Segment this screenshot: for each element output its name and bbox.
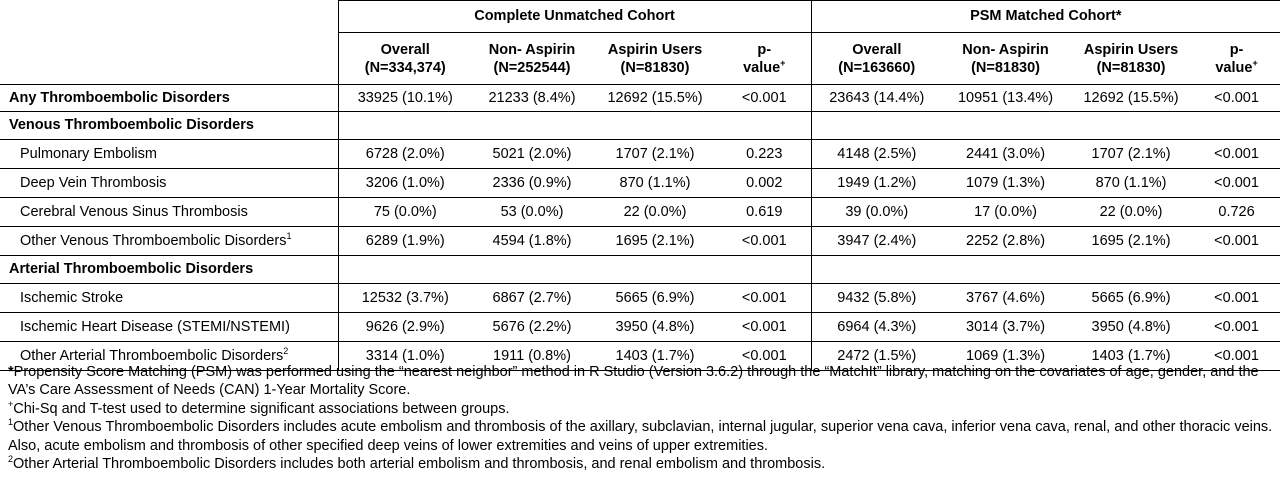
- table-cell: [592, 112, 718, 140]
- table-cell: <0.001: [1193, 227, 1280, 256]
- table-cell: 1403 (1.7%): [592, 342, 718, 371]
- table-cell: [592, 256, 718, 284]
- table-cell: 5676 (2.2%): [472, 313, 592, 342]
- column-header-non-aspirin-unmatched: Non- Aspirin (N=252544): [472, 33, 592, 85]
- table-cell: 0.223: [718, 140, 811, 169]
- table-cell: 2472 (1.5%): [811, 342, 942, 371]
- table-row: [0, 140, 1280, 169]
- footnote-statistical-tests: +Chi-Sq and T-test used to determine significant associations between groups.: [8, 398, 510, 417]
- table-cell: 1695 (2.1%): [592, 227, 718, 256]
- table-cell: 17 (0.0%): [942, 198, 1069, 227]
- table-cell: 6289 (1.9%): [338, 227, 472, 256]
- table-cell: <0.001: [718, 342, 811, 371]
- table-cell: 10951 (13.4%): [942, 85, 1069, 112]
- table-cell: 4148 (2.5%): [811, 140, 942, 169]
- table-row: [0, 227, 1280, 256]
- column-header-aspirin-users-matched: Aspirin Users (N=81830): [1069, 33, 1193, 85]
- header-row-columns: [0, 33, 1280, 85]
- table-cell: 12692 (15.5%): [1069, 85, 1193, 112]
- table-cell: 1707 (2.1%): [1069, 140, 1193, 169]
- table-row: [0, 313, 1280, 342]
- table-cell: 22 (0.0%): [592, 198, 718, 227]
- table-cell: 1079 (1.3%): [942, 169, 1069, 198]
- table-cell: 870 (1.1%): [592, 169, 718, 198]
- table-cell: [472, 256, 592, 284]
- table-cell: [811, 112, 942, 140]
- table-cell: [338, 256, 472, 284]
- table-cell: [718, 256, 811, 284]
- table-cell: 6867 (2.7%): [472, 284, 592, 313]
- table-cell: <0.001: [1193, 85, 1280, 112]
- table-cell: 21233 (8.4%): [472, 85, 592, 112]
- row-label: Other Arterial Thromboembolic Disorders$^2$: [0, 342, 338, 371]
- table-cell: 12692 (15.5%): [592, 85, 718, 112]
- table-cell: 3950 (4.8%): [1069, 313, 1193, 342]
- table-row: [0, 198, 1280, 227]
- footnote-psm: *Propensity Score Matching (PSM) was performed using the “nearest neighbor” method in R Studio (Version 3.6.2) through the “MatchIt” library, matching on the covariates of age, gender, and the VA’s Care Assessment of Needs (CAN) 1-Year Mortality Score.: [8, 364, 1259, 399]
- group-header-matched: PSM Matched Cohort*: [811, 1, 1280, 33]
- column-header-p-value-unmatched: p- value+: [718, 33, 811, 85]
- row-label: Venous Thromboembolic Disorders: [0, 112, 338, 140]
- table-cell: [942, 256, 1069, 284]
- table-cell: [338, 112, 472, 140]
- table-row: [0, 85, 1280, 112]
- column-header-non-aspirin-matched: Non- Aspirin (N=81830): [942, 33, 1069, 85]
- column-header-aspirin-users-unmatched: Aspirin Users (N=81830): [592, 33, 718, 85]
- table-cell: 3206 (1.0%): [338, 169, 472, 198]
- table-cell: [1193, 256, 1280, 284]
- table-cell: 3314 (1.0%): [338, 342, 472, 371]
- table-cell: 22 (0.0%): [1069, 198, 1193, 227]
- table-cell: 3014 (3.7%): [942, 313, 1069, 342]
- table-cell: <0.001: [1193, 313, 1280, 342]
- table-cell: 1069 (1.3%): [942, 342, 1069, 371]
- header-row-groups: [0, 1, 1280, 33]
- table-cell: 2441 (3.0%): [942, 140, 1069, 169]
- table-cell: [942, 112, 1069, 140]
- table-cell: 1911 (0.8%): [472, 342, 592, 371]
- table-cell: <0.001: [718, 227, 811, 256]
- table-cell: [1193, 112, 1280, 140]
- table-cell: <0.001: [718, 284, 811, 313]
- table-cell: <0.001: [1193, 169, 1280, 198]
- table-cell: 4594 (1.8%): [472, 227, 592, 256]
- table-cell: [472, 112, 592, 140]
- table-cell: <0.001: [1193, 284, 1280, 313]
- table-cell: 3950 (4.8%): [592, 313, 718, 342]
- footnote-venous: $^1$Other Venous Thromboembolic Disorders includes acute embolism and thrombosis of the axillary, subclavian, internal jugular, superior vena cava, inferior vena cava, renal, and other thoracic veins. Also, acute embolism and thrombosis of other specified deep veins of lower extremities and veins of upper extremities.: [8, 417, 1273, 454]
- footnote-arterial: $^2$Other Arterial Thromboembolic Disorders includes both arterial embolism and thrombosis, and renal embolism and thrombosis.: [8, 454, 826, 473]
- column-header-overall-matched: Overall (N=163660): [811, 33, 942, 85]
- table-cell: 1695 (2.1%): [1069, 227, 1193, 256]
- table-row: [0, 284, 1280, 313]
- row-label: Deep Vein Thrombosis: [0, 169, 338, 198]
- table-cell: 1403 (1.7%): [1069, 342, 1193, 371]
- footnote-marker: 2: [283, 345, 289, 356]
- table-cell: 5021 (2.0%): [472, 140, 592, 169]
- table-cell: 0.002: [718, 169, 811, 198]
- row-label: Arterial Thromboembolic Disorders: [0, 256, 338, 284]
- row-label: Cerebral Venous Sinus Thrombosis: [0, 198, 338, 227]
- table-cell: 0.726: [1193, 198, 1280, 227]
- table-cell: [1069, 256, 1193, 284]
- table-cell: 870 (1.1%): [1069, 169, 1193, 198]
- table-cell: <0.001: [1193, 140, 1280, 169]
- table-cell: [718, 112, 811, 140]
- column-header-p-value-matched: p- value+: [1193, 33, 1280, 85]
- table-cell: 6964 (4.3%): [811, 313, 942, 342]
- footnote-marker: 1: [286, 230, 292, 241]
- row-label: Ischemic Stroke: [0, 284, 338, 313]
- table-cell: <0.001: [718, 313, 811, 342]
- table-cell: 75 (0.0%): [338, 198, 472, 227]
- table-cell: 9626 (2.9%): [338, 313, 472, 342]
- category-row: [0, 112, 1280, 140]
- group-header-unmatched: Complete Unmatched Cohort: [338, 1, 811, 33]
- table-cell: 12532 (3.7%): [338, 284, 472, 313]
- row-label: Any Thromboembolic Disorders: [0, 85, 338, 112]
- row-label: Pulmonary Embolism: [0, 140, 338, 169]
- table-cell: 9432 (5.8%): [811, 284, 942, 313]
- table-cell: [1069, 112, 1193, 140]
- table-cell: 1707 (2.1%): [592, 140, 718, 169]
- table-cell: 3767 (4.6%): [942, 284, 1069, 313]
- table-cell: <0.001: [1193, 342, 1280, 371]
- table-cell: 3947 (2.4%): [811, 227, 942, 256]
- table-cell: 1949 (1.2%): [811, 169, 942, 198]
- table-cell: 39 (0.0%): [811, 198, 942, 227]
- table-row: [0, 169, 1280, 198]
- row-label: Ischemic Heart Disease (STEMI/NSTEMI): [0, 313, 338, 342]
- column-header-overall-unmatched: Overall (N=334,374): [338, 33, 472, 85]
- table-cell: 53 (0.0%): [472, 198, 592, 227]
- category-row: [0, 256, 1280, 284]
- table-cell: 0.619: [718, 198, 811, 227]
- table-cell: <0.001: [718, 85, 811, 112]
- table-cell: 6728 (2.0%): [338, 140, 472, 169]
- row-label: Other Venous Thromboembolic Disorders$^1$: [0, 227, 338, 256]
- table-cell: 23643 (14.4%): [811, 85, 942, 112]
- table-cell: 33925 (10.1%): [338, 85, 472, 112]
- table-cell: 5665 (6.9%): [1069, 284, 1193, 313]
- table-cell: [811, 256, 942, 284]
- table-cell: 2252 (2.8%): [942, 227, 1069, 256]
- table-cell: 2336 (0.9%): [472, 169, 592, 198]
- table-cell: 5665 (6.9%): [592, 284, 718, 313]
- table-footnotes: [8, 363, 1276, 473]
